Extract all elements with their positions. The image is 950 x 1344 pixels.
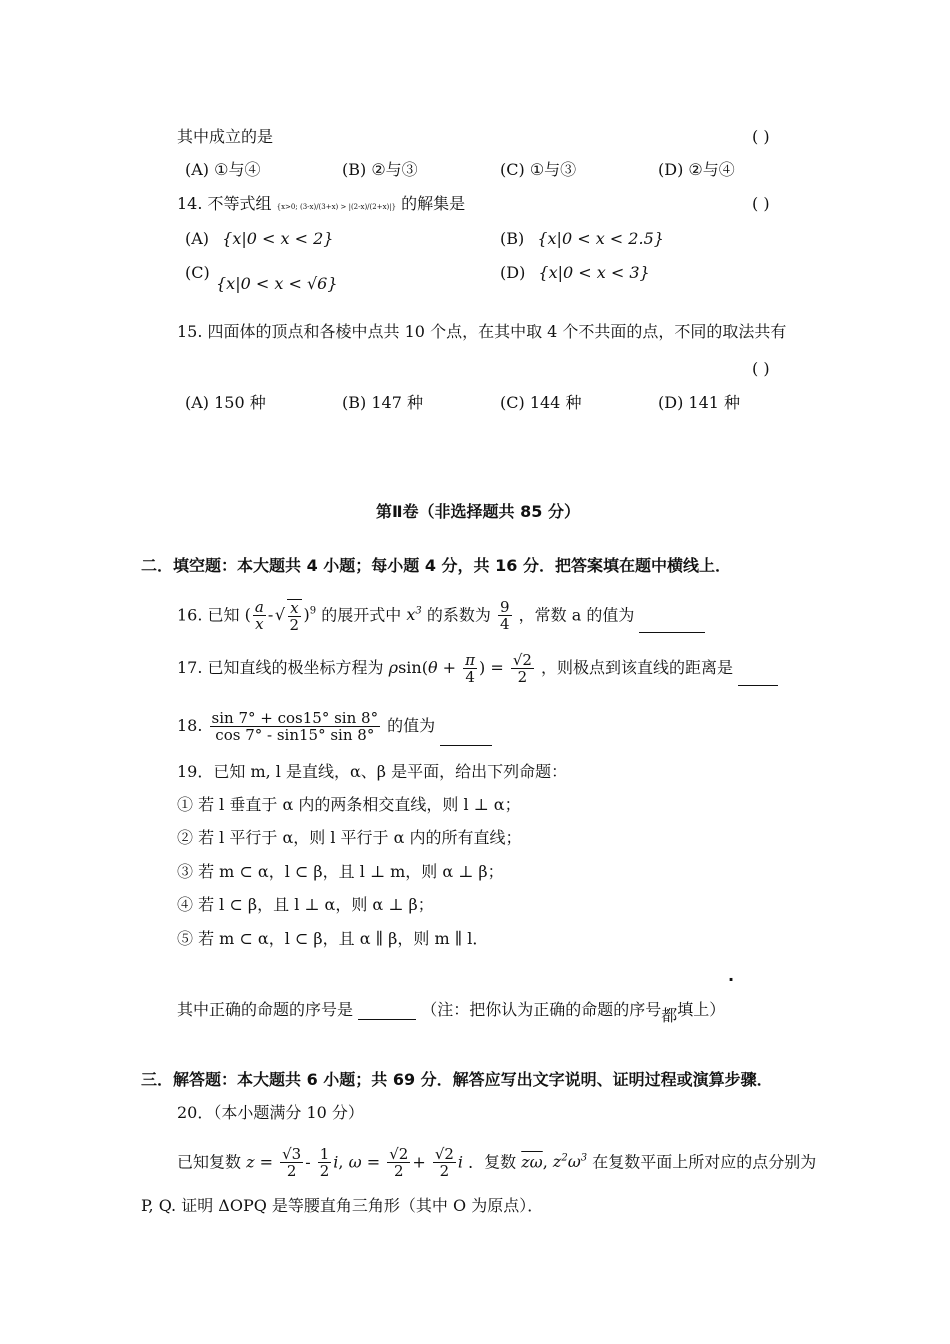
q18-denominator: cos 7° - sin15° sin 8° xyxy=(215,726,375,744)
q20-line1: 已知复数 z = $\frac{√3}{2}$ - $\frac{1}{2}$ i, ω = $\frac{√2}{2}$ + $\frac{√2}{2}$ i ．复数 $\overline{z\omega}$, $z^2\omega^3$ 在复数平面上所对应的点分别为 xyxy=(177,1145,817,1181)
q14-number: 14. xyxy=(177,194,203,213)
q20-line2: P, Q. 证明 ΔOPQ 是等腰直角三角形（其中 O 为原点）． xyxy=(141,1196,544,1215)
q18-answer-blank[interactable] xyxy=(440,745,492,746)
q19-answer-sub: 都 xyxy=(661,1006,678,1025)
q17-sin: sin( xyxy=(398,658,428,677)
q13-option-c: (C) ①与③ xyxy=(500,160,577,179)
q14-option-a-set: {x|0 < x < 2} xyxy=(222,229,334,248)
q13-stem: 其中成立的是 xyxy=(177,127,274,146)
q20-one-half: $\frac{1}{2}$ xyxy=(319,1145,330,1181)
q16-end: ，常数 a 的值为 xyxy=(518,605,635,625)
q17-equals: ) = xyxy=(479,658,509,677)
q17-number: 17. xyxy=(177,658,203,677)
q20-root2-over-2-b: $\frac{√2}{2}$ xyxy=(434,1145,454,1181)
q14-stem xyxy=(177,194,465,217)
q15-stem: 15. 四面体的顶点和各棱中点共 10 个点，在其中取 4 个不共面的点，不同的取法共有 xyxy=(177,322,787,341)
q14-option-d xyxy=(500,263,650,283)
q14-option-d-label: (D) xyxy=(500,263,526,282)
q19-item-1: ① 若 l 垂直于 α 内的两条相交直线，则 l ⊥ α； xyxy=(177,795,521,814)
q17-answer-blank[interactable] xyxy=(738,685,778,686)
q14-answer-paren: ( ) xyxy=(752,194,770,213)
q19-answer-line xyxy=(177,1000,726,1025)
q13-option-a: (A) ①与④ xyxy=(185,160,261,179)
q19-item-3: ③ 若 m ⊂ α，l ⊂ β，且 l ⊥ m，则 α ⊥ β； xyxy=(177,862,504,881)
q20-z: z xyxy=(246,1152,255,1172)
q16-pre: 已知 xyxy=(207,605,240,625)
q16-expression: ( $\frac{a}{x}$ - √ $\frac{x}{2}$ )$^9$ xyxy=(244,598,317,634)
q14-option-c-set: {x|0 < x < √6} xyxy=(216,274,338,293)
q15-answer-paren: ( ) xyxy=(752,359,770,378)
q15-option-b: (B) 147 种 xyxy=(342,393,423,412)
q20-z2-omega3: $z^2\omega^3$ xyxy=(552,1152,588,1172)
q17-end: ，则极点到该直线的距离是 xyxy=(541,658,734,677)
q20-line1-pre: 已知复数 xyxy=(177,1152,242,1172)
q20-line1-end: 在复数平面上所对应的点分别为 xyxy=(592,1152,817,1172)
q15-option-d: (D) 141 种 xyxy=(658,393,741,412)
q14-option-d-set: {x|0 < x < 3} xyxy=(538,263,650,282)
q16-x-cubed: $x^3$ xyxy=(406,605,422,625)
q17-line xyxy=(177,650,778,686)
q19-answer-blank[interactable] xyxy=(358,1019,416,1020)
q13-answer-paren: ( ) xyxy=(752,127,770,146)
q17-theta: θ xyxy=(427,658,438,677)
section3-heading: 三．解答题：本大题共 6 小题；共 69 分．解答应写出文字说明、证明过程或演算步骤． xyxy=(141,1070,773,1089)
q18-line xyxy=(177,706,492,746)
q15-option-c: (C) 144 种 xyxy=(500,393,582,412)
q18-end: 的值为 xyxy=(387,716,436,735)
q16-answer-blank[interactable] xyxy=(639,632,705,633)
q19-answer-post: （注：把你认为正确的命题的序号 xyxy=(421,1000,662,1019)
q14-option-b-label: (B) xyxy=(500,229,525,248)
q15-option-a: (A) 150 种 xyxy=(185,393,266,412)
q20-header: 20．（本小题满分 10 分） xyxy=(177,1103,364,1122)
q13-option-d: (D) ②与④ xyxy=(658,160,735,179)
q14-lead: 不等式组 xyxy=(207,194,272,213)
q20-omega: ω xyxy=(348,1152,362,1172)
q16-post: 的展开式中 xyxy=(321,605,402,625)
q17-root2-over-2: $\frac{√2}{2}$ xyxy=(512,651,532,686)
q20-line1-mid: ．复数 xyxy=(468,1152,517,1172)
q14-option-b xyxy=(500,229,664,249)
q16-mid: 的系数为 xyxy=(426,605,491,625)
q16-number: 16. xyxy=(177,605,203,625)
q14-system: {x>0; (3-x)/(3+x) > |(2-x)/(2+x)|} xyxy=(276,203,397,211)
q19-stray-dot: . xyxy=(728,966,735,985)
q19-intro: 19．已知 m, l 是直线，α、β 是平面，给出下列命题： xyxy=(177,762,568,781)
q17-equation: ρ xyxy=(388,658,399,677)
q16-line xyxy=(177,594,705,633)
part2-title: 第Ⅱ卷（非选择题共 85 分） xyxy=(376,502,580,521)
q20-root2-over-2-a: $\frac{√2}{2}$ xyxy=(389,1145,409,1181)
q14-option-c-label: (C) xyxy=(185,263,210,282)
q14-option-b-set: {x|0 < x < 2.5} xyxy=(537,229,664,248)
q19-answer-end: 填上） xyxy=(677,1000,726,1019)
q16-coefficient: $\frac{9}{4}$ xyxy=(499,598,510,634)
q14-tail: 的解集是 xyxy=(401,194,466,213)
q14-option-a-label: (A) xyxy=(185,229,210,248)
q18-number: 18. xyxy=(177,716,203,735)
q19-item-2: ② 若 l 平行于 α，则 l 平行于 α 内的所有直线； xyxy=(177,828,522,847)
q17-pi-over-4: $\frac{\pi}{4}$ xyxy=(465,651,476,686)
q19-answer-pre: 其中正确的命题的序号是 xyxy=(177,1000,354,1019)
q19-item-5: ⑤ 若 m ⊂ α，l ⊂ β，且 α ∥ β，则 m ∥ l． xyxy=(177,929,489,948)
q13-option-b: (B) ②与③ xyxy=(342,160,418,179)
q20-z-omega-conj: $\overline{z\omega}$ xyxy=(521,1152,543,1172)
q19-item-4: ④ 若 l ⊂ β，且 l ⊥ α，则 α ⊥ β； xyxy=(177,895,434,914)
q17-pre: 已知直线的极坐标方程为 xyxy=(207,658,384,677)
q18-numerator: sin 7° + cos15° sin 8° xyxy=(211,709,379,727)
q14-option-a xyxy=(185,229,333,249)
q17-plus: + xyxy=(437,658,462,677)
q20-root3-over-2: $\frac{√3}{2}$ xyxy=(282,1145,302,1181)
section2-heading: 二．填空题：本大题共 4 小题；每小题 4 分，共 16 分．把答案填在题中横线上． xyxy=(141,556,731,575)
q18-fraction xyxy=(210,710,381,743)
